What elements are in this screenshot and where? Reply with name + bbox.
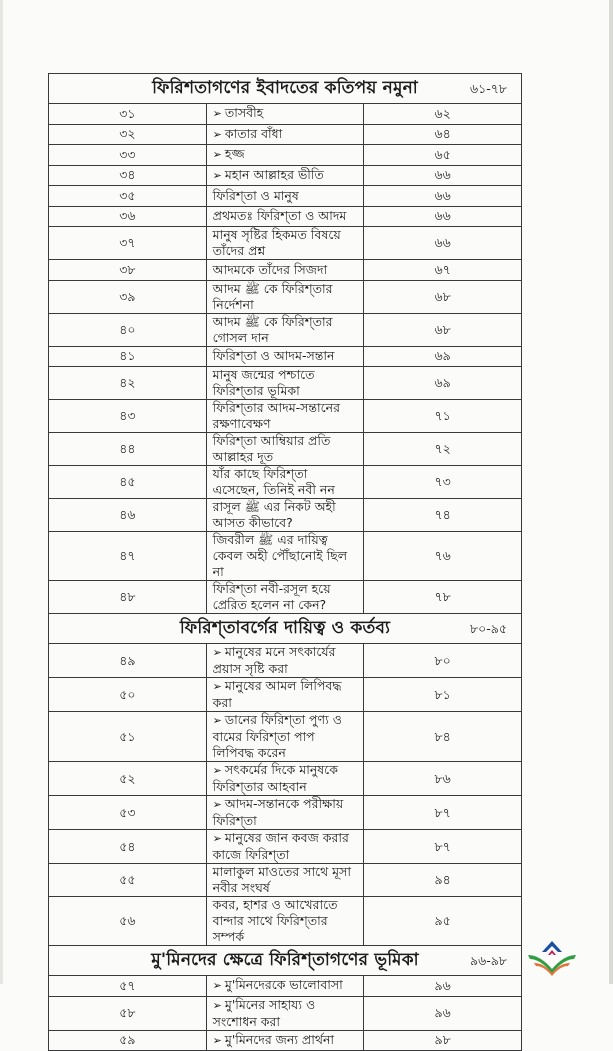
toc-entry-row[interactable]: [49, 712, 522, 762]
entry-title-cell: [206, 186, 364, 207]
entry-title-cell: [206, 433, 364, 466]
toc-entry-row[interactable]: [49, 165, 522, 186]
arrow-bullet-icon: ➢: [212, 764, 222, 777]
entry-page-number: ৯৬: [364, 996, 522, 1030]
entry-number: ৪২: [49, 367, 207, 400]
logo-roof-pink: [548, 950, 556, 955]
entry-title-cell: [206, 145, 364, 166]
toc-entry-row[interactable]: [49, 499, 522, 532]
page-edge-right: [609, 0, 613, 984]
toc-entry-row[interactable]: [49, 976, 522, 997]
entry-number: ৩৪: [49, 165, 207, 186]
entry-page-number: ৯৬: [364, 976, 522, 997]
entry-title-cell: [206, 260, 364, 281]
entry-page-number: ৯৫: [364, 897, 522, 946]
toc-entry-row[interactable]: [49, 145, 522, 166]
entry-number: ৫৫: [49, 864, 207, 897]
entry-number: ৪৫: [49, 466, 207, 499]
entry-number: ৩১: [49, 104, 207, 125]
entry-title: হজ্জ: [224, 146, 245, 162]
section-page-range: ৬১-৭৮: [470, 80, 507, 96]
entry-number: ৪৮: [49, 581, 207, 614]
arrow-bullet-icon: ➢: [212, 798, 222, 811]
section-header-row: [49, 946, 522, 976]
entry-title: মানুষের মনে সৎকার্যের প্রয়াস সৃষ্টি করা: [212, 644, 336, 676]
arrow-bullet-icon: ➢: [212, 1033, 222, 1047]
entry-page-number: ৬৯: [364, 367, 522, 400]
entry-page-number: ৭৮: [364, 581, 522, 614]
section-header-cell: [49, 74, 522, 104]
entry-title: মু'মিনদের জন্য প্রার্থনা: [224, 1031, 335, 1047]
entry-title: ফিরিশ্‌তা আম্বিয়ার প্রতি আল্লাহর দূত: [212, 433, 331, 464]
entry-page-number: ৬৮: [364, 313, 522, 346]
toc-entry-row[interactable]: [49, 864, 522, 897]
entry-number: ৫১: [49, 712, 207, 762]
section-header-row: [49, 614, 522, 644]
entry-title-cell: [206, 400, 364, 433]
section-header-cell: [49, 614, 522, 644]
entry-title: আদম-সন্তানকে পরীক্ষায় ফিরিশ্‌তা: [212, 796, 344, 828]
entry-page-number: ৯৮: [364, 1030, 522, 1051]
entry-title-cell: [206, 499, 364, 532]
entry-number: ৪৯: [49, 644, 207, 678]
toc-entry-row[interactable]: [49, 206, 522, 227]
entry-title: কাতার বাঁধা: [224, 125, 283, 141]
entry-title-cell: [206, 762, 364, 796]
section-header-cell: [49, 946, 522, 976]
entry-title-cell: [206, 313, 364, 346]
entry-page-number: ৮৭: [364, 796, 522, 830]
entry-title-cell: [206, 206, 364, 227]
toc-entry-row[interactable]: [49, 227, 522, 260]
entry-page-number: ৯৪: [364, 864, 522, 897]
arrow-bullet-icon: ➢: [212, 646, 222, 659]
entry-title: ফিরিশ্‌তা ও মানুষ: [212, 187, 299, 203]
toc-entry-row[interactable]: [49, 104, 522, 125]
entry-number: ৩২: [49, 124, 207, 145]
entry-title: ফিরিশ্‌তার আদম-সন্তানের রক্ষণাবেক্ষণ: [212, 400, 341, 431]
open-book-logo-icon: [524, 935, 580, 979]
entry-title: প্রথমতঃ ফিরিশ্‌তা ও আদম: [212, 208, 347, 224]
arrow-bullet-icon: ➢: [212, 979, 222, 993]
entry-page-number: ৮৪: [364, 712, 522, 762]
section-page-range: ৮০-৯৫: [470, 620, 507, 636]
entry-title-cell: [206, 124, 364, 145]
entry-page-number: ৭৪: [364, 499, 522, 532]
entry-number: ৫০: [49, 678, 207, 712]
entry-page-number: ৮০: [364, 644, 522, 678]
entry-number: ৩৭: [49, 227, 207, 260]
arrow-bullet-icon: ➢: [212, 168, 222, 182]
entry-title-cell: [206, 864, 364, 897]
toc-entry-row[interactable]: [49, 260, 522, 281]
entry-number: ৩৬: [49, 206, 207, 227]
toc-entry-row[interactable]: [49, 830, 522, 864]
entry-title: মালাকুল মাওতের সাথে মূসা নবীর সংঘর্ষ: [212, 864, 352, 895]
entry-number: ৪৪: [49, 433, 207, 466]
toc-entry-row[interactable]: [49, 346, 522, 367]
entry-page-number: ৭৩: [364, 466, 522, 499]
entry-number: ৫৪: [49, 830, 207, 864]
entry-title-cell: [206, 346, 364, 367]
entry-number: ৫৩: [49, 796, 207, 830]
entry-title-cell: [206, 1030, 364, 1051]
entry-title: জিবরীল ﷺ এর দায়িত্ব কেবল অহী পৌঁছানোই ছিল না: [212, 532, 348, 579]
entry-number: ৪৭: [49, 532, 207, 581]
entry-page-number: ৮৭: [364, 830, 522, 864]
entry-title: ডানের ফিরিশ্‌তা পুণ্য ও বামের ফিরিশ্‌তা পাপ লিপিবদ্ধ করেন: [212, 712, 342, 760]
entry-title-cell: [206, 712, 364, 762]
entry-number: ৫৮: [49, 996, 207, 1030]
entry-page-number: ৬৬: [364, 165, 522, 186]
entry-title: মু'মিনদেরকে ভালোবাসা: [224, 977, 343, 993]
section-title: ফিরিশ্‌তাবর্গের দায়িত্ব ও কর্তব্য: [179, 618, 391, 638]
toc-entry-row[interactable]: [49, 280, 522, 313]
page-edge-left: [0, 0, 3, 984]
entry-title: আদমকে তাঁদের সিজদা: [212, 261, 328, 277]
section-header-row: [49, 74, 522, 104]
arrow-bullet-icon: ➢: [212, 832, 222, 845]
entry-title: তাসবীহ: [224, 105, 264, 121]
entry-page-number: ৬৯: [364, 346, 522, 367]
entry-title-cell: [206, 644, 364, 678]
entry-number: ৪৬: [49, 499, 207, 532]
toc-entry-row[interactable]: [49, 532, 522, 581]
toc-entry-row[interactable]: [49, 897, 522, 946]
toc-entry-row[interactable]: [49, 466, 522, 499]
arrow-bullet-icon: ➢: [212, 127, 222, 141]
entry-number: ৩৯: [49, 280, 207, 313]
entry-title-cell: [206, 466, 364, 499]
entry-title-cell: [206, 104, 364, 125]
toc-entry-row[interactable]: [49, 644, 522, 678]
entry-page-number: ৬৬: [364, 227, 522, 260]
toc-entry-row[interactable]: [49, 400, 522, 433]
entry-page-number: ৬৮: [364, 280, 522, 313]
entry-page-number: ৬৭: [364, 260, 522, 281]
entry-page-number: ৭১: [364, 400, 522, 433]
entry-number: ৫২: [49, 762, 207, 796]
toc-entry-row[interactable]: [49, 796, 522, 830]
entry-title: মু'মিনের সাহায্য ও সংশোধন করা: [212, 996, 316, 1029]
entry-page-number: ৬৬: [364, 206, 522, 227]
entry-title: কবর, হাশর ও আখেরাতে বান্দার সাথে ফিরিশ্‌তার সম্পর্ক: [212, 897, 338, 944]
entry-title-cell: [206, 897, 364, 946]
entry-title: মানুষের আমল লিপিবদ্ধ করা: [212, 678, 342, 710]
arrow-bullet-icon: ➢: [212, 998, 222, 1012]
toc-entry-row[interactable]: [49, 367, 522, 400]
entry-number: ৫৭: [49, 976, 207, 997]
arrow-bullet-icon: ➢: [212, 148, 222, 162]
entry-title-cell: [206, 678, 364, 712]
entry-title-cell: [206, 367, 364, 400]
entry-title-cell: [206, 165, 364, 186]
toc-entry-row[interactable]: [49, 186, 522, 207]
toc-entry-row[interactable]: [49, 581, 522, 614]
entry-number: ৩৩: [49, 145, 207, 166]
entry-title-cell: [206, 996, 364, 1030]
entry-title-cell: [206, 830, 364, 864]
entry-page-number: ৮১: [364, 678, 522, 712]
entry-title: মহান আল্লাহর ভীতি: [224, 166, 324, 182]
arrow-bullet-icon: ➢: [212, 107, 222, 121]
entry-page-number: ৭৬: [364, 532, 522, 581]
section-title: ফিরিশতাগণের ইবাদতের কতিপয় নমুনা: [152, 78, 418, 98]
arrow-bullet-icon: ➢: [212, 714, 222, 727]
entry-title: মানুষের জান কবজ করার কাজে ফিরিশ্‌তা: [212, 830, 349, 862]
entry-title: মানুষ সৃষ্টির হিকমত বিষয়ে তাঁদের প্রশ্ন: [212, 227, 341, 258]
toc-body: [49, 74, 522, 1051]
entry-number: ৫৯: [49, 1030, 207, 1051]
section-title: মু'মিনদের ক্ষেত্রে ফিরিশ্‌তাগণের ভূমিকা: [151, 950, 419, 970]
entry-title: সৎকর্মের দিকে মানুষকে ফিরিশ্‌তার আহবান: [212, 762, 338, 794]
entry-title: ফিরিশ্‌তা ও আদম-সন্তান: [212, 348, 335, 364]
entry-number: ৪৩: [49, 400, 207, 433]
entry-page-number: ৬২: [364, 104, 522, 125]
entry-page-number: ৮৬: [364, 762, 522, 796]
entry-number: ৪১: [49, 346, 207, 367]
section-page-range: ৯৬-৯৮: [470, 952, 507, 968]
toc-entry-row[interactable]: [49, 678, 522, 712]
toc-entry-row[interactable]: [49, 996, 522, 1030]
toc-entry-row[interactable]: [49, 1030, 522, 1051]
entry-title: যাঁর কাছে ফিরিশ্‌তা এসেছেন, তিনিই নবী নন: [212, 466, 335, 497]
entry-page-number: ৬৬: [364, 186, 522, 207]
entry-title: মানুষ জন্মের পশ্চাতে ফিরিশ্‌তার ভূমিকা: [212, 367, 315, 398]
entry-number: ৩৫: [49, 186, 207, 207]
entry-title: রাসূল ﷺ এর নিকট অহী আসত কীভাবে?: [212, 499, 336, 530]
toc-entry-row[interactable]: [49, 313, 522, 346]
table-of-contents: [48, 73, 522, 1051]
entry-number: ৪০: [49, 313, 207, 346]
entry-title-cell: [206, 796, 364, 830]
toc-entry-row[interactable]: [49, 762, 522, 796]
entry-page-number: ৬৫: [364, 145, 522, 166]
toc-entry-row[interactable]: [49, 433, 522, 466]
entry-title-cell: [206, 227, 364, 260]
entry-title-cell: [206, 976, 364, 997]
entry-title: আদম ﷺ কে ফিরিশ্‌তার নির্দেশনা: [212, 280, 333, 312]
toc-entry-row[interactable]: [49, 124, 522, 145]
entry-number: ৫৬: [49, 897, 207, 946]
entry-title: ফিরিশ্‌তা নবী-রসূল হয়ে প্রেরিত হলেন না কেন?: [212, 581, 331, 612]
entry-title-cell: [206, 581, 364, 614]
entry-title: আদম ﷺ কে ফিরিশ্‌তার গোসল দান: [212, 313, 333, 345]
entry-page-number: ৭২: [364, 433, 522, 466]
entry-title-cell: [206, 280, 364, 313]
arrow-bullet-icon: ➢: [212, 680, 222, 693]
entry-title-cell: [206, 532, 364, 581]
entry-number: ৩৮: [49, 260, 207, 281]
entry-page-number: ৬৪: [364, 124, 522, 145]
